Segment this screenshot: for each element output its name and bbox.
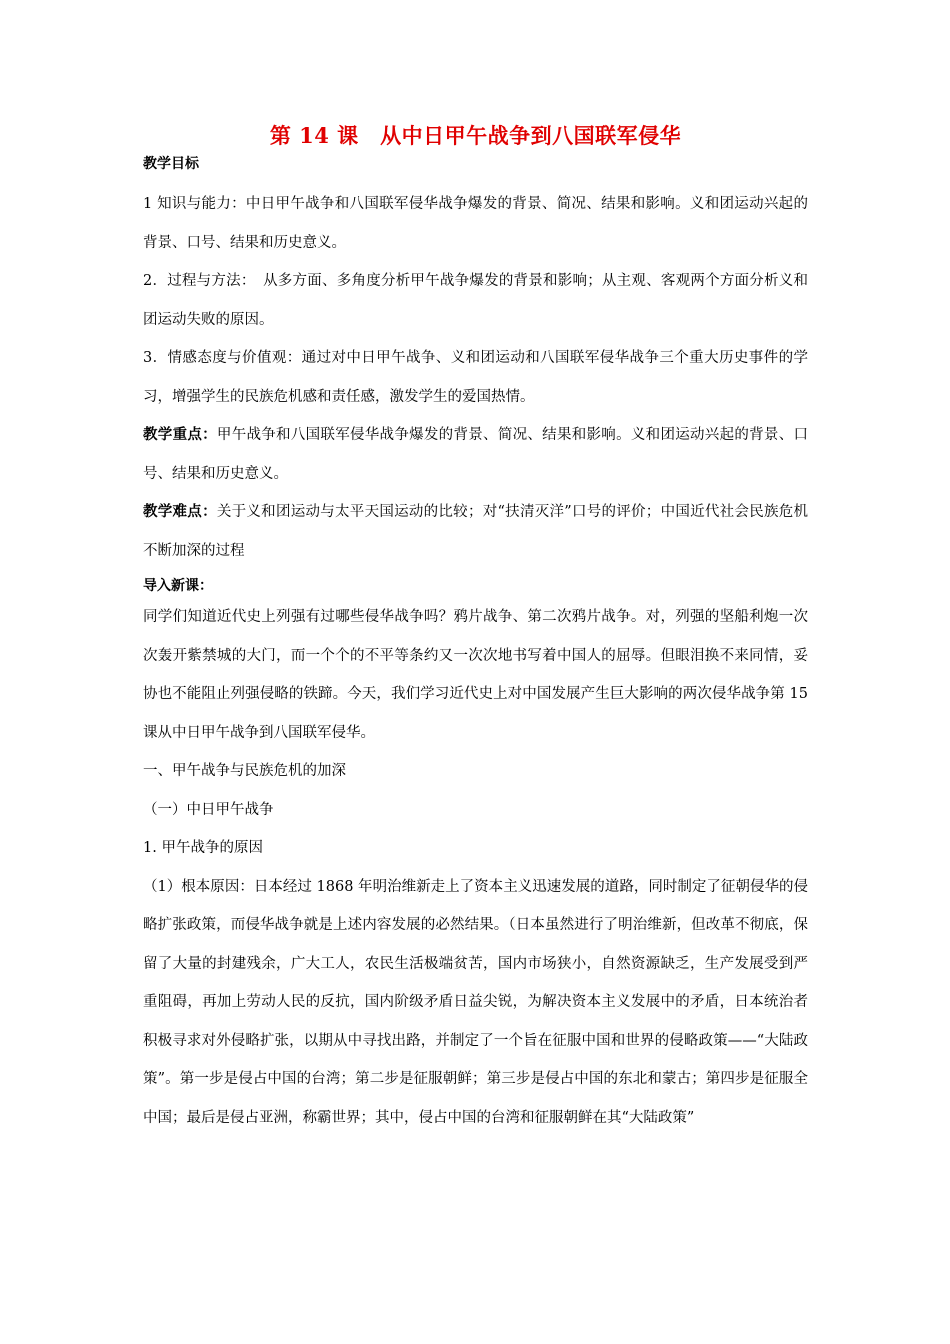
difficulties-text: 关于义和团运动与太平天国运动的比较；对“扶清灭洋”口号的评价；中国近代社会民族危机不断加深的过程 — [143, 504, 809, 559]
outline-point-1: 1. 甲午战争的原因 — [143, 840, 263, 856]
difficulties-label: 教学难点： — [143, 504, 217, 520]
objective-knowledge: 1 知识与能力：中日甲午战争和八国联军侵华战争爆发的背景、简况、结果和影响。义和团运动兴起的背景、口号、结果和历史意义。 — [143, 196, 808, 251]
objective-attitude: 3．情感态度与价值观：通过对中日甲午战争、义和团运动和八国联军侵华战争三个重大历史事件的学习，增强学生的民族危机感和责任感，激发学生的爱国热情。 — [143, 350, 808, 405]
page-title: 第 14 课 从中日甲午战争到八国联军侵华 — [269, 123, 682, 148]
intro-text: 同学们知道近代史上列强有过哪些侵华战争吗？鸦片战争、第二次鸦片战争。对，列强的坚船利炮一次次轰开紫禁城的大门，而一个个的不平等条约又一次次地书写着中国人的屈辱。但眼泪换不来同情，妥协也不能阻止列强侵略的铁蹄。今天，我们学习近代史上对中国发展产生巨大影响的两次侵华战争第 15 课从中日甲午战争到八国联军侵华。 — [143, 609, 808, 741]
cause-paragraph: （1）根本原因：日本经过 1868 年明治维新走上了资本主义迅速发展的道路，同时制定了征朝侵华的侵略扩张政策，而侵华战争就是上述内容发展的必然结果。（日本虽然进行了明治维新，但改革不彻底，保留了大量的封建残余，广大工人，农民生活极端贫苦，国内市场狭小，自然资源缺乏，生产发展受到严重阻碍，再加上劳动人民的反抗，国内阶级矛盾日益尖锐，为解决资本主义发展中的矛盾，日本统治者积极寻求对外侵略扩张，以期从中寻找出路，并制定了一个旨在征服中国和世界的侵略政策——“大陆政策”。第一步是侵占中国的台湾；第二步是征服朝鲜；第三步是侵占中国的东北和蒙古；第四步是征服全中国；最后是侵占亚洲，称霸世界；其中，侵占中国的台湾和征服朝鲜在其“大陆政策” — [143, 878, 808, 1126]
objective-process: 2．过程与方法： 从多方面、多角度分析甲午战争爆发的背景和影响；从主观、客观两个方面分析义和团运动失败的原因。 — [143, 273, 808, 328]
key-points-text: 甲午战争和八国联军侵华战争爆发的背景、简况、结果和影响。义和团运动兴起的背景、口号、结果和历史意义。 — [143, 427, 808, 482]
difficulties-paragraph — [143, 493, 808, 570]
objectives-heading: 教学目标 — [143, 156, 199, 172]
outline-sub-1: （一）中日甲午战争 — [143, 801, 274, 818]
key-points-paragraph — [143, 416, 808, 493]
key-points-label: 教学重点： — [143, 427, 217, 443]
intro-heading: 导入新课： — [143, 578, 213, 594]
document-page — [143, 120, 808, 1137]
outline-part-1: 一、甲午战争与民族危机的加深 — [143, 763, 346, 779]
